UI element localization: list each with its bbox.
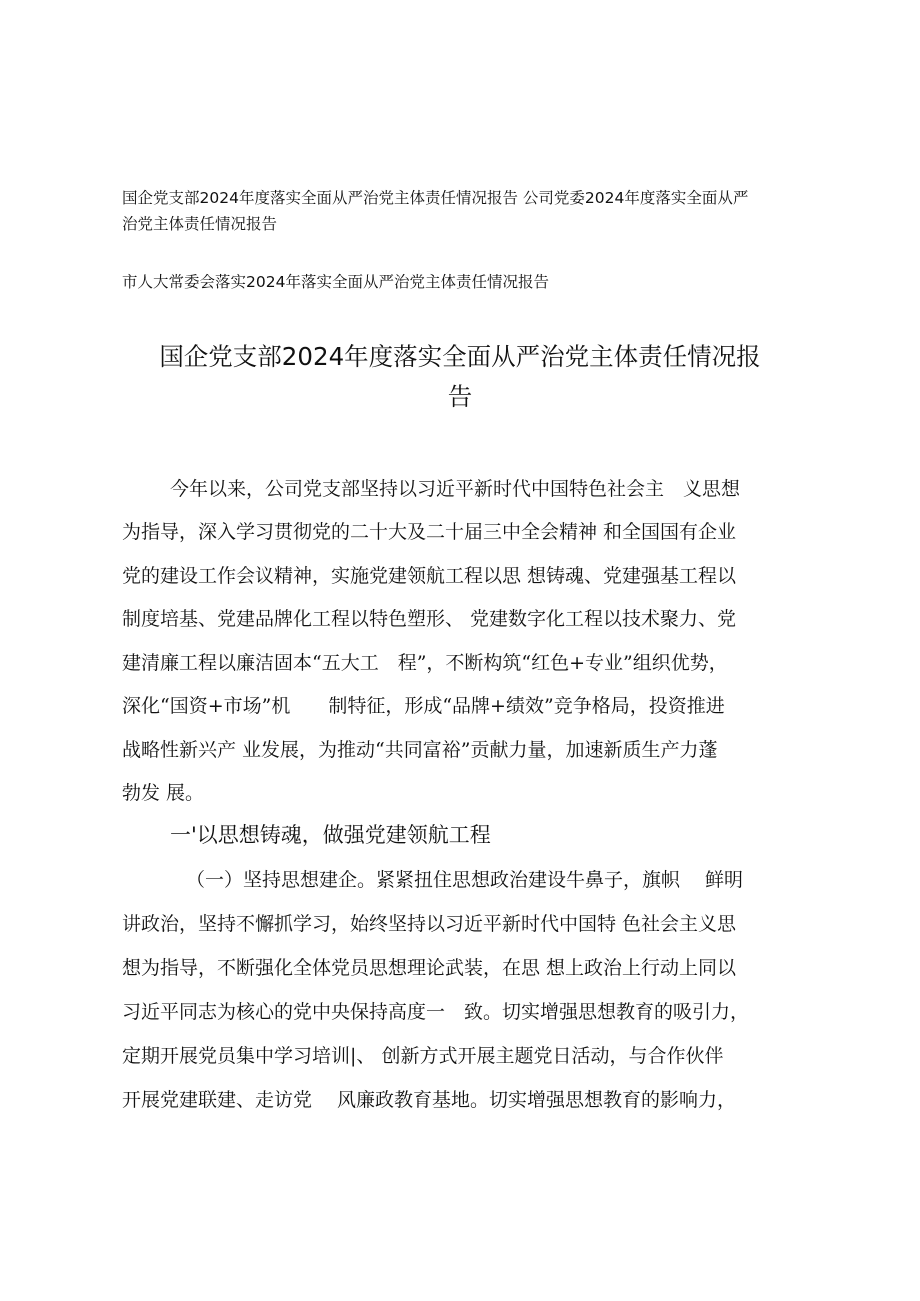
intro-paragraph-line: 今年以来，公司党支部坚持以习近平新时代中国特色社会主 义思想 (170, 478, 741, 500)
section-paragraph-line: 讲政治，坚持不懈抓学习，始终坚持以习近平新时代中国特 色社会主义思 (122, 913, 737, 935)
section-paragraph-line: 想为指导，不断强化全体党员思想理论武装，在思 想上政治上行动上同以 (122, 957, 737, 979)
intro-paragraph-line: 深化“国资+市场”机 制特征，形成“品牌+绩效”竞争格局，投资推进 (122, 695, 725, 717)
section-paragraph-line: 习近平同志为核心的党中央保持高度一 致。切实增强思想教育的吸引力， (122, 1001, 750, 1023)
header-line-1: 国企党支部2024年度落实全面从严治党主体责任情况报告 公司党委2024年度落实全面从严 (122, 189, 749, 207)
document-title-line-1: 国企党支部2024年度落实全面从严治党主体责任情况报 (159, 342, 761, 371)
section-heading: 一'以思想铸魂，做强党建领航工程 (170, 823, 491, 847)
intro-paragraph-line: 建清廉工程以廉洁固本“五大工 程”，不断构筑“红色+专业”组织优势， (122, 652, 728, 674)
intro-paragraph-line: 战略性新兴产 业发展，为推动“共同富裕”贡献力量，加速新质生产力蓬 (122, 739, 718, 761)
intro-paragraph-line: 勃发 展。 (122, 782, 205, 804)
document-title-line-2: 告 (447, 382, 473, 411)
intro-paragraph-line: 制度培基、党建品牌化工程以特色塑形、 党建数字化工程以技术聚力、党 (122, 608, 737, 630)
header-line-3: 市人大常委会落实2024年落实全面从严治党主体责任情况报告 (122, 273, 549, 291)
intro-paragraph-line: 为指导，深入学习贯彻党的二十大及二十届三中全会精神 和全国国有企业 (122, 521, 737, 543)
intro-paragraph-line: 党的建设工作会议精神，实施党建领航工程以思 想铸魂、党建强基工程以 (122, 565, 737, 587)
section-paragraph-line: （一）坚持思想建企。紧紧扭住思想政治建设牛鼻子，旗帜 鲜明 (186, 869, 744, 891)
header-line-2: 治党主体责任情况报告 (122, 215, 278, 233)
section-paragraph-line: 定期开展党员集中学习培训|、 创新方式开展主题党日活动，与合作伙伴 (122, 1045, 724, 1067)
section-paragraph-line: 开展党建联建、走访党 风廉政教育基地。切实增强思想教育的影响力， (122, 1089, 737, 1111)
